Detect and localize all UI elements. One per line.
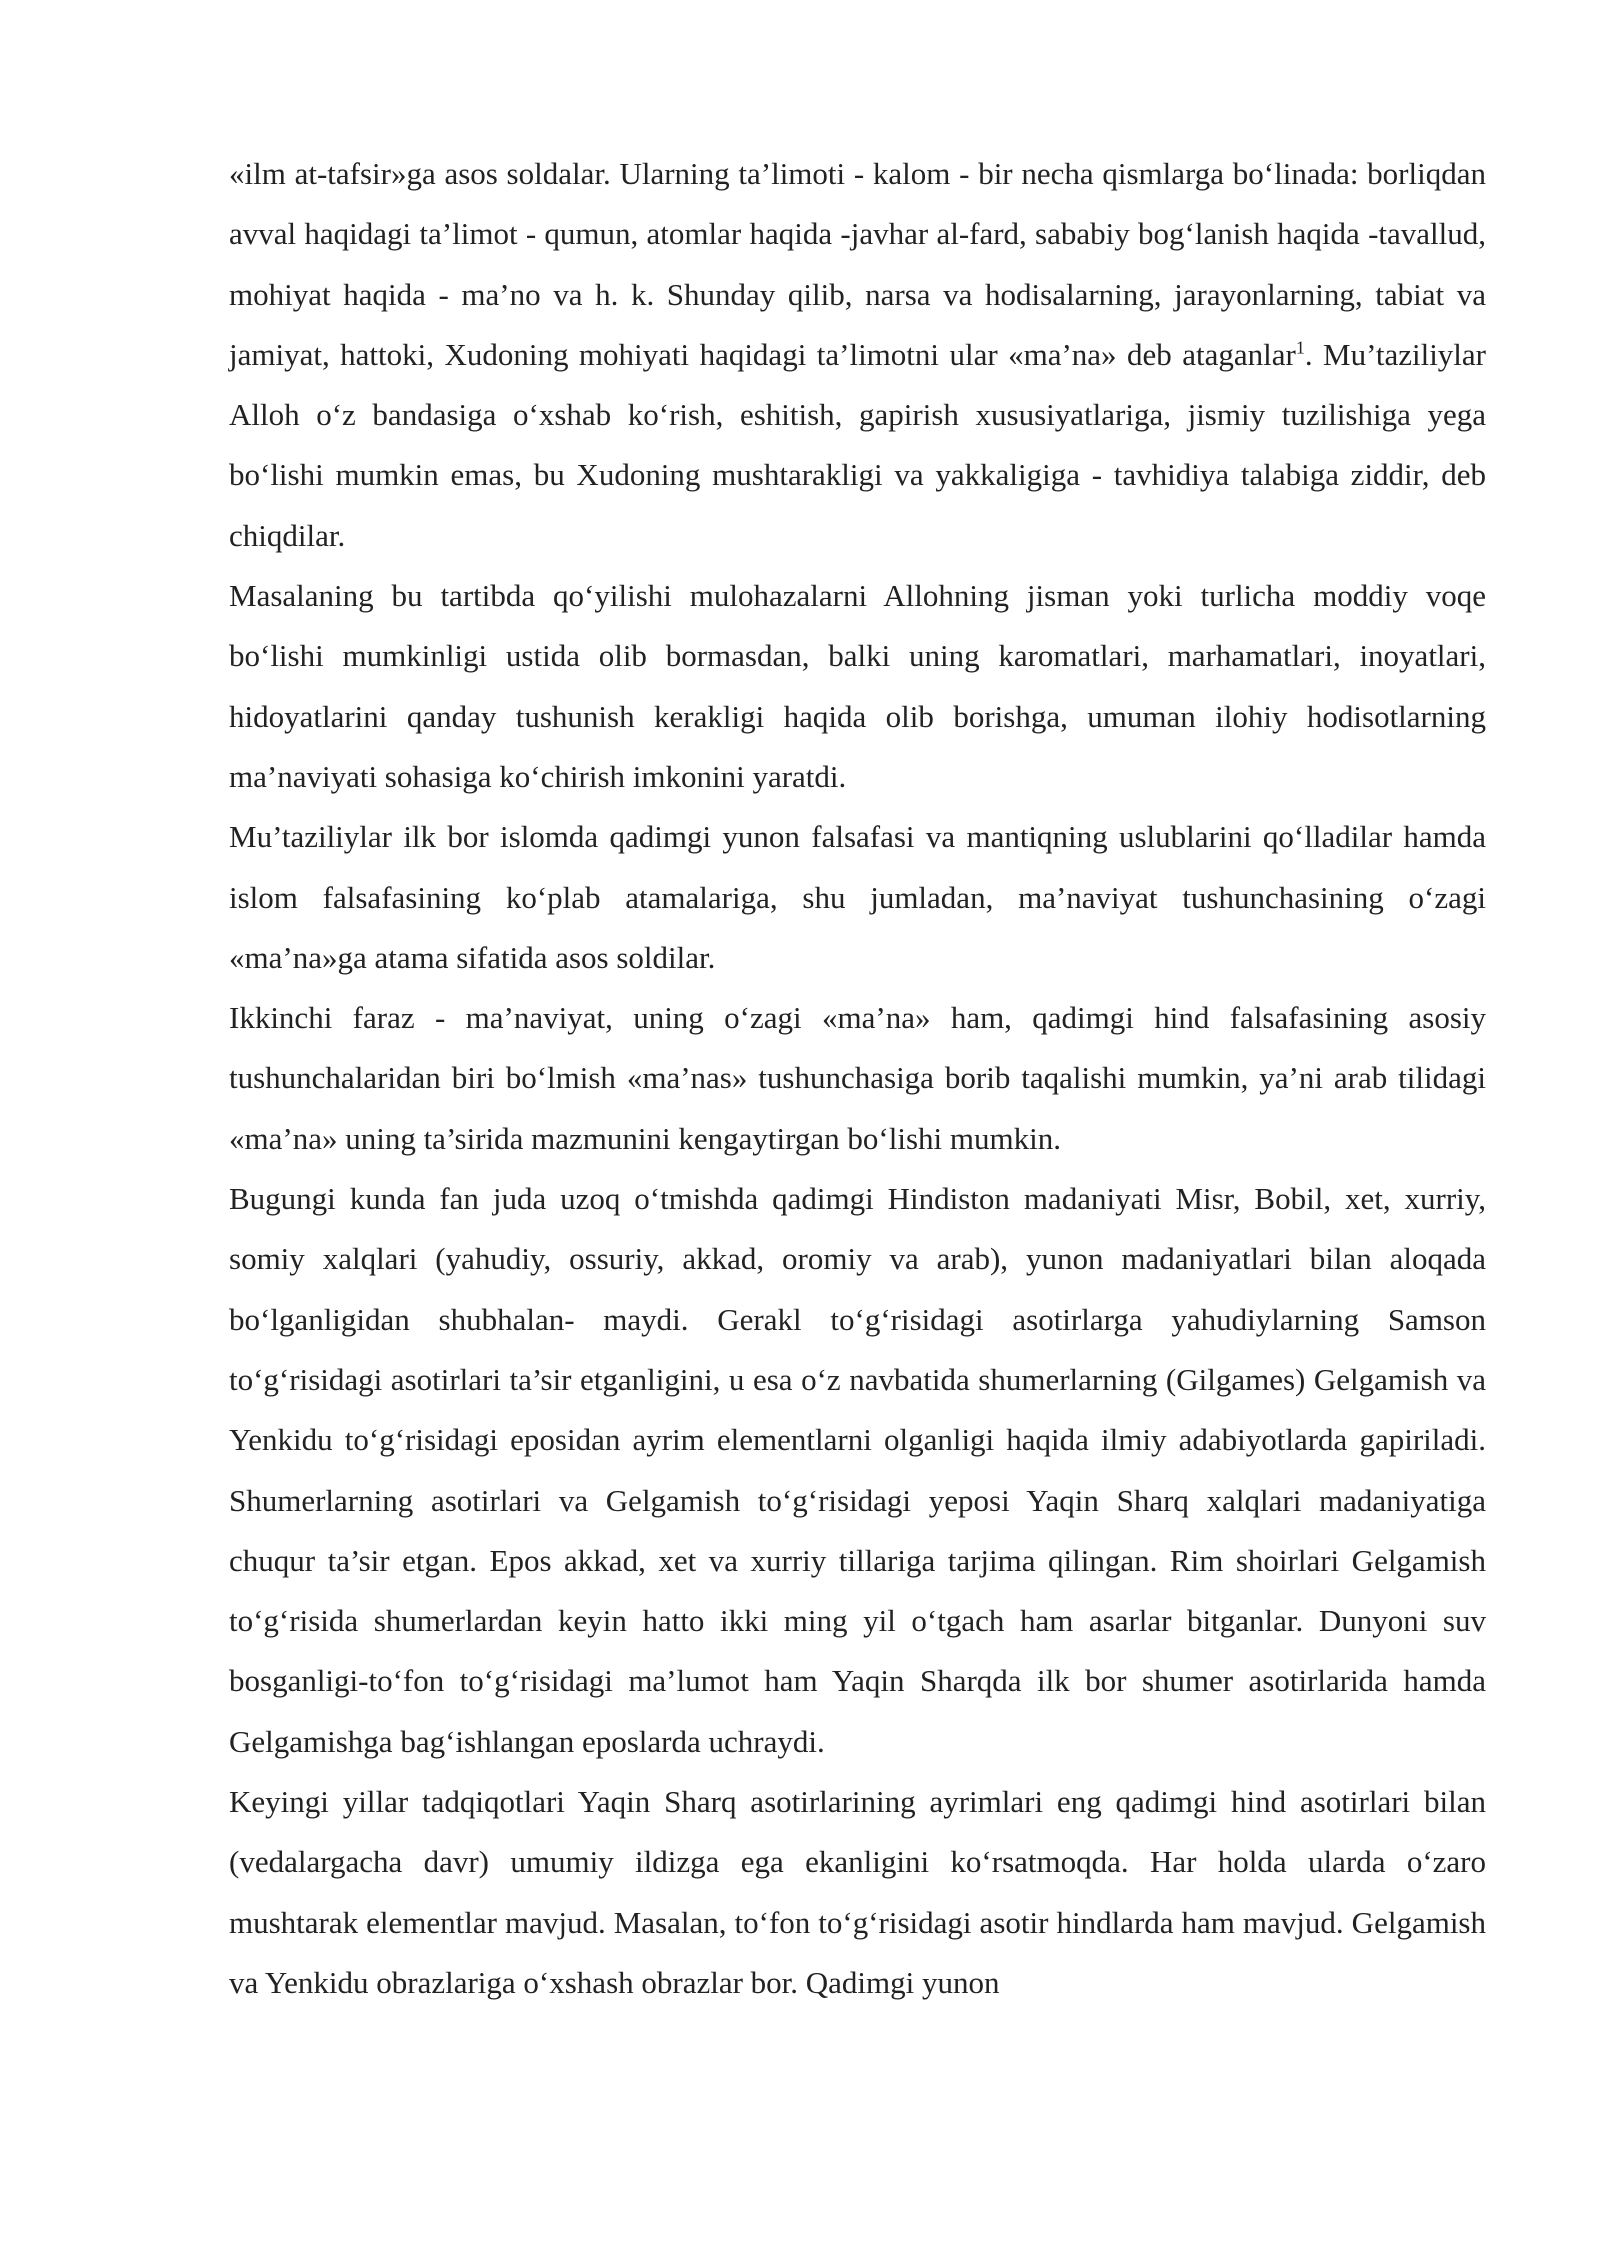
document-page bbox=[229, 144, 1486, 2013]
footnote-reference[interactable]: 1 bbox=[1295, 337, 1305, 358]
paragraph-1-text-a: «ilm at-tafsir»ga asos soldalar. Ularning ta’limoti - kalom - bir necha qismlarga bo‘linada: borliqdan avval haqidagi ta’limot - qumun, atomlar haqida -javhar al-fard, sababiy bog‘lanish haqida -tavallud, mohiyat haqida - ma’no va h. k. Shunday qilib, narsa va hodisalarning, jarayonlarning, tabiat va jamiyat, hattoki, Xudoning mohiyati haqidagi ta’limotni ular «ma’na» deb ataganlar bbox=[229, 156, 1486, 372]
paragraph-1 bbox=[229, 144, 1486, 566]
paragraph-4: Ikkinchi faraz - ma’naviyat, uning o‘zagi «ma’na» ham, qadimgi hind falsafasining asosiy tushunchalaridan biri bo‘lmish «ma’nas» tushunchasiga borib taqalishi mumkin, ya’ni arab tilidagi «ma’na» uning ta’sirida mazmunini kengaytirgan bo‘lishi mumkin. bbox=[229, 1000, 1486, 1156]
paragraph-5: Bugungi kunda fan juda uzoq o‘tmishda qadimgi Hindiston madaniyati Misr, Bobil, xet, xurriy, somiy xalqlari (yahudiy, ossuriy, akkad, oromiy va arab), yunon madaniyatlari bilan aloqada bo‘lganligidan shubhalan- maydi. Gerakl to‘g‘risidagi asotirlarga yahudiylarning Samson to‘g‘risidagi asotirlari ta’sir etganligini, u esa o‘z navbatida shumerlarning (Gilgames) Gelgamish va Yenkidu to‘g‘risidagi eposidan ayrim elementlarni olganligi haqida ilmiy adabiyotlarda gapiriladi. Shumerlarning asotirlari va Gelgamish to‘g‘risidagi yeposi Yaqin Sharq xalqlari madaniyatiga chuqur ta’sir etgan. Epos akkad, xet va xurriy tillariga tarjima qilingan. Rim shoirlari Gelgamish to‘g‘risida shumerlardan keyin hatto ikki ming yil o‘tgach ham asarlar bitganlar. Dunyoni suv bosganligi-to‘fon to‘g‘risidagi ma’lumot ham Yaqin Sharqda ilk bor shumer asotirlarida hamda Gelgamishga bag‘ishlangan eposlarda uchraydi. bbox=[229, 1181, 1486, 1759]
paragraph-6: Keyingi yillar tadqiqotlari Yaqin Sharq asotirlarining ayrimlari eng qadimgi hind asotirlari bilan (vedalargacha davr) umumiy ildizga ega ekanligini ko‘rsatmoqda. Har holda ularda o‘zaro mushtarak elementlar mavjud. Masalan, to‘fon to‘g‘risidagi asotir hindlarda ham mavjud. Gelgamish va Yenkidu obrazlariga o‘xshash obrazlar bor. Qadimgi yunon bbox=[229, 1784, 1486, 2000]
paragraph-2: Masalaning bu tartibda qo‘yilishi mulohazalarni Allohning jisman yoki turlicha moddiy voqe bo‘lishi mumkinligi ustida olib bormasdan, balki uning karomatlari, marhamatlari, inoyatlari, hidoyatlarini qanday tushunish kerakligi haqida olib borishga, umuman ilohiy hodisotlarning ma’naviyati sohasiga ko‘chirish imkonini yaratdi. bbox=[229, 578, 1486, 794]
paragraph-1-text-b: . Mu’taziliylar Alloh o‘z bandasiga o‘xshab ko‘rish, eshitish, gapirish xususiyatlariga, jismiy tuzilishiga yega bo‘lishi mumkin emas, bu Xudoning mushtarakligi va yakkaligiga - tavhidiya talabiga ziddir, deb chiqdilar. bbox=[229, 336, 1487, 553]
paragraph-3: Mu’taziliylar ilk bor islomda qadimgi yunon falsafasi va mantiqning uslublarini qo‘lladilar hamda islom falsafasining ko‘plab atamalariga, shu jumladan, ma’naviyat tushunchasining o‘zagi «ma’na»ga atama sifatida asos soldilar. bbox=[229, 819, 1486, 975]
